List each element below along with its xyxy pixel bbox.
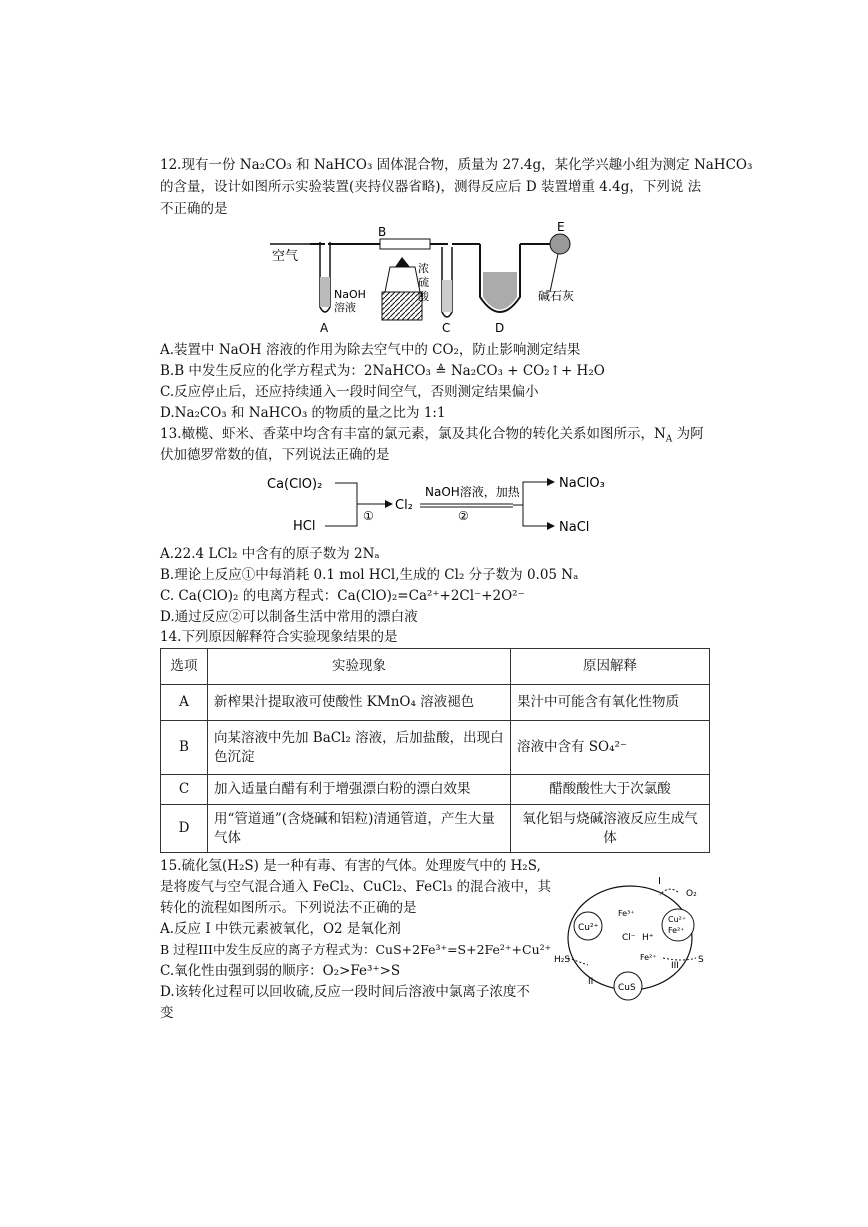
q15-option-b: B 过程III中发生反应的离子方程式为：CuS+2Fe³⁺=S+2Fe²⁺+Cu²⁺ [160,942,552,957]
sulfur-label: S [698,955,704,965]
table-header-row [161,649,710,685]
q15-line3: 转化的流程如图所示。下列说法不正确的是 [160,900,417,916]
hcl-label: HCl [293,519,316,534]
q15-line1: 15.硫化氢(H₂S) 是一种有毒、有害的气体。处理废气中的 H₂S, [160,858,541,874]
label-A: A [320,321,329,335]
condition-label: NaOH溶液，加热 [425,485,520,499]
row-phenomenon: 向某溶液中先加 BaCl₂ 溶液，后加盐酸，出现白色沉淀 [208,721,511,775]
table-row [161,775,710,805]
q15-option-d-line2: 变 [160,1005,174,1021]
step-III-label: III [671,961,679,971]
step2-label: ② [458,509,469,523]
q13-option-c: C. Ca(ClO)₂ 的电离方程式：Ca(ClO)₂=Ca²⁺+2Cl⁻+2O²⁻ [160,588,525,604]
header-reason: 原因解释 [511,649,710,685]
q13-option-b: B.理论上反应①中每消耗 0.1 mol HCl,生成的 Cl₂ 分子数为 0.05 Nₐ [160,567,579,583]
q13-option-a: A.22.4 LCl₂ 中含有的原子数为 2Nₐ [160,546,380,562]
acid-label: 酸 [418,290,429,303]
cl-label: Cl⁻ [622,933,636,943]
cus-label: CuS [618,983,636,993]
soda-lime-label: 碱石灰 [538,289,575,303]
row-reason: 氧化铝与烧碱溶液反应生成气体 [511,805,710,853]
step1-label: ① [363,509,374,523]
q13-option-d: D.通过反应②可以制备生活中常用的漂白液 [160,609,418,625]
row-phenomenon: 用“管道通”(含烧碱和铝粒)清通管道，产生大量气体 [208,805,511,853]
q15-option-d-line1: D.该转化过程可以回收硫,反应一段时间后溶液中氯离子浓度不 [160,984,530,1000]
q12-apparatus-figure [270,222,600,337]
q12-option-a: A.装置中 NaOH 溶液的作用为除去空气中的 CO₂，防止影响测定结果 [160,342,581,358]
q14-title: 14.下列原因解释符合实验现象结果的是 [160,629,398,645]
label-E: E [557,222,565,234]
h-plus-label: H⁺ [642,933,654,943]
cu2-label: Cu²⁺ [578,923,599,933]
fe2-right-label: Fe²⁺ [668,926,685,935]
cu2-right-label: Cu²⁺ [668,915,687,924]
table-row [161,721,710,775]
table-row [161,685,710,721]
h2s-label: H₂S [554,955,571,965]
conc-label: 浓 [418,262,429,275]
sulfuric-label: 硫 [418,276,429,289]
step-I-label: I [658,876,661,887]
label-B: B [378,225,387,239]
q12-line2: 的含量，设计如图所示实验装置(夹持仪器省略)，测得反应后 D 装置增重 4.4g，下列说 法 [160,179,702,195]
q13-line1: 13.橄榄、虾米、香菜中均含有丰富的氯元素，氯及其化合物的转化关系如图所示，$N_A$ 为阿 [160,426,704,445]
cl2-label: Cl₂ [395,498,413,513]
fe3-label: Fe³⁺ [618,909,635,918]
label-D: D [495,321,505,335]
nacl-label: NaCl [559,520,590,535]
q15-option-c: C.氧化性由强到弱的顺序：O₂>Fe³⁺>S [160,963,401,979]
row-option: B [161,721,208,775]
row-reason: 醋酸酸性大于次氯酸 [511,775,710,805]
q15-line2: 是将废气与空气混合通入 FeCl₂、CuCl₂、FeCl₃ 的混合液中，其 [160,879,552,895]
q12-option-c: C.反应停止后，还应持续通入一段时间空气，否则测定结果偏小 [160,384,539,400]
q14-table [160,648,710,853]
naoh-label: NaOH [334,288,366,301]
header-phenomenon: 实验现象 [208,649,511,685]
row-phenomenon: 新榨果汁提取液可使酸性 KMnO₄ 溶液褪色 [208,685,511,721]
fe2-label: Fe²⁺ [640,953,657,962]
row-reason: 溶液中含有 SO₄²⁻ [511,721,710,775]
air-label: 空气 [272,249,299,264]
q13-line2: 伏加德罗常数的值，下列说法正确的是 [160,447,390,463]
row-reason: 果汁中可能含有氧化性物质 [511,685,710,721]
q15-cycle-figure [548,870,718,1005]
q12-option-d: D.Na₂CO₃ 和 NaHCO₃ 的物质的量之比为 1:1 [160,405,446,421]
q12-line1: 12.现有一份 Na₂CO₃ 和 NaHCO₃ 固体混合物，质量为 27.4g，某化学兴趣小组为测定 NaHCO₃ [160,157,753,173]
q12-line3: 不正确的是 [160,201,228,217]
table-row [161,805,710,853]
row-phenomenon: 加入适量白醋有利于增强漂白粉的漂白效果 [208,775,511,805]
q15-option-a: A.反应 I 中铁元素被氧化，O2 是氧化剂 [160,921,401,937]
row-option: C [161,775,208,805]
row-option: D [161,805,208,853]
label-C: C [442,321,451,335]
header-option: 选项 [161,649,208,685]
row-option: A [161,685,208,721]
step-II-label: II [588,977,594,987]
o2-label: O₂ [686,889,697,899]
q13-chlorine-figure [265,468,615,538]
naoh-solution-label: 溶液 [334,301,356,314]
q12-option-b: B.B 中发生反应的化学方程式为：2NaHCO₃ ≜ Na₂CO₃ + CO₂↑+ H₂O [160,363,605,379]
caclo2-label: Ca(ClO)₂ [267,477,323,492]
naclo3-label: NaClO₃ [559,476,605,491]
